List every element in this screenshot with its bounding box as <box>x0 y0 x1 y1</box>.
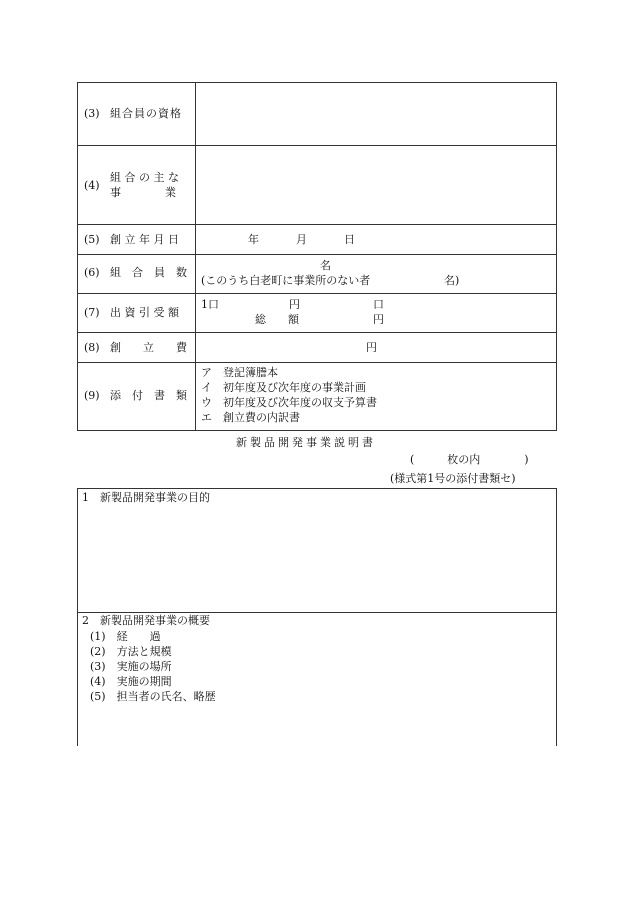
total-label: 総 額 <box>255 313 299 326</box>
row-divider <box>77 254 557 255</box>
row-label-line2: 事 業 <box>110 186 176 199</box>
units-unit: 口 <box>373 298 384 311</box>
row-number: (8) <box>84 341 100 354</box>
box-section-divider <box>77 612 557 613</box>
attachment-item: イ 初年度及び次年度の事業計画 <box>201 381 366 394</box>
box-top-border <box>77 488 557 489</box>
row-number: (4) <box>84 179 100 192</box>
month-unit: 月 <box>296 233 307 246</box>
members-note-unit: 名) <box>444 274 460 287</box>
per-unit-label: 1口 <box>201 298 219 311</box>
attachment-item: エ 創立費の内訳書 <box>201 411 300 424</box>
overview-item: (5) 担当者の氏名、略歴 <box>90 690 216 703</box>
overview-item: (3) 実施の場所 <box>90 660 172 673</box>
table-column-divider <box>195 82 196 431</box>
table-left-border <box>77 82 78 431</box>
section-title: 新製品開発事業説明書 <box>236 436 376 449</box>
row-number: (5) <box>84 233 100 246</box>
row-divider <box>77 224 557 225</box>
table-top-border <box>77 82 557 83</box>
section-overview-heading: 2 新製品開発事業の概要 <box>82 614 210 627</box>
overview-item: (4) 実施の期間 <box>90 675 172 688</box>
row-label: 組 合 員 数 <box>110 266 187 279</box>
row-label: 添 付 書 類 <box>110 389 187 402</box>
row-number: (3) <box>84 107 100 120</box>
year-unit: 年 <box>248 233 259 246</box>
box-right-border <box>556 488 557 746</box>
yen-unit: 円 <box>289 298 300 311</box>
founding-cost-yen-unit: 円 <box>366 341 377 354</box>
row-number: (6) <box>84 266 100 279</box>
row-divider <box>77 332 557 333</box>
row-label: 組合員の資格 <box>110 107 182 120</box>
row-label-line1: 組 合 の 主 な <box>110 171 179 184</box>
row-divider <box>77 293 557 294</box>
attachment-item: ア 登記簿謄本 <box>201 366 278 379</box>
table-right-border <box>556 82 557 431</box>
sheet-count: ( 枚の内 ) <box>410 453 529 466</box>
total-yen-unit: 円 <box>373 313 384 326</box>
members-unit: 名 <box>320 259 331 272</box>
day-unit: 日 <box>344 233 355 246</box>
row-label: 創 立 年 月 日 <box>110 233 179 246</box>
attachment-item: ウ 初年度及び次年度の収支予算書 <box>201 396 377 409</box>
overview-item: (2) 方法と規模 <box>90 645 172 658</box>
table-bottom-border <box>77 430 557 431</box>
row-divider <box>77 145 557 146</box>
row-label: 創 立 費 <box>110 341 187 354</box>
row-number: (7) <box>84 306 100 319</box>
form-reference: (様式第1号の添付書類セ) <box>390 472 516 485</box>
overview-item: (1) 経 過 <box>90 630 161 643</box>
row-number: (9) <box>84 389 100 402</box>
row-divider <box>77 362 557 363</box>
row-label: 出 資 引 受 額 <box>110 306 179 319</box>
section-purpose-heading: 1 新製品開発事業の目的 <box>82 491 210 504</box>
members-note: (このうち白老町に事業所のない者 <box>201 274 371 287</box>
box-left-border <box>77 488 78 746</box>
